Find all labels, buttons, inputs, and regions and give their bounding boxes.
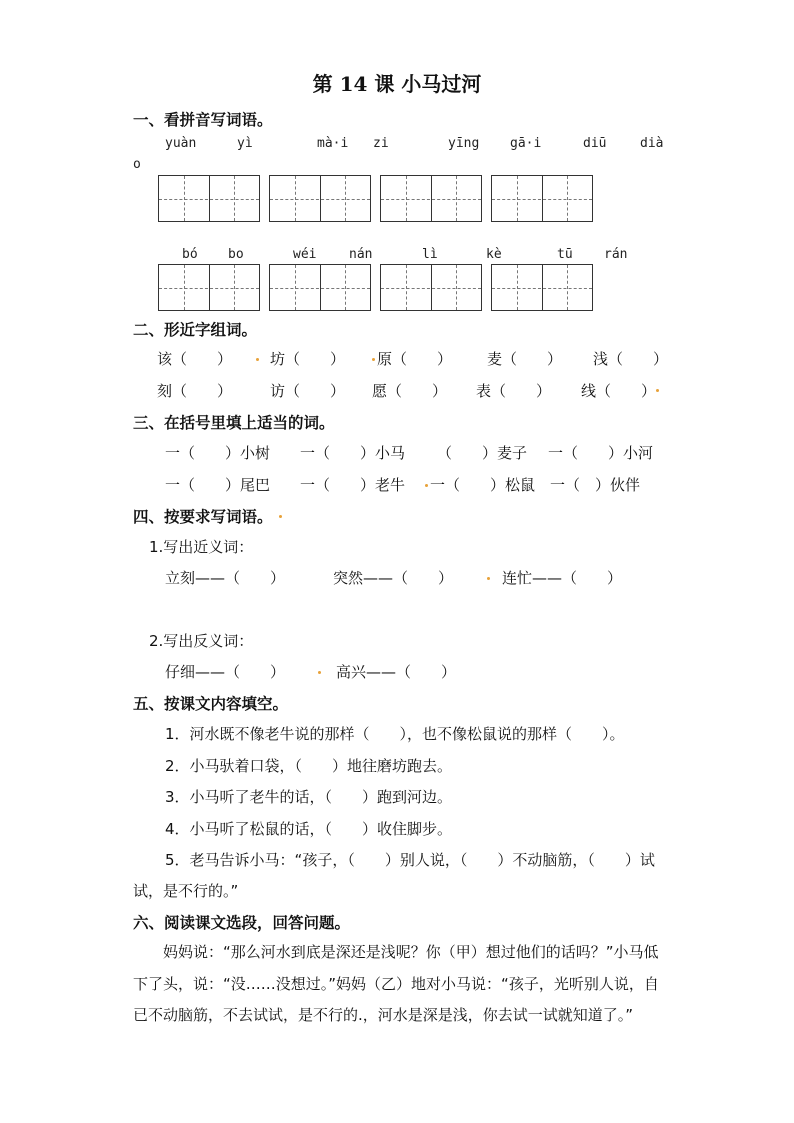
antonym-item: 仔细——（ ） bbox=[165, 663, 286, 681]
pinyin-3: mà·i bbox=[317, 136, 349, 151]
decorative-dot bbox=[425, 484, 428, 487]
section-1-heading: 一、看拼音写词语。 bbox=[133, 111, 273, 129]
pinyin-6: gā·i bbox=[510, 136, 542, 151]
similar-char-item: 刻（ ） bbox=[157, 382, 233, 400]
fill-word-item: 一（ ）小马 bbox=[300, 444, 406, 462]
pinyin-15: tū bbox=[557, 247, 573, 262]
text-fill-item: 3．小马听了老牛的话，（ ）跑到河边。 bbox=[165, 788, 453, 806]
pinyin-11: wéi bbox=[293, 247, 317, 262]
similar-char-item: 表（ ） bbox=[476, 382, 552, 400]
decorative-dot bbox=[279, 515, 282, 518]
pinyin-12: nán bbox=[349, 247, 373, 262]
fill-word-item: 一（ ）老牛 bbox=[300, 476, 406, 494]
text-fill-item: 5．老马告诉小马：“孩子，（ ）别人说，（ ）不动脑筋，（ ）试 bbox=[165, 851, 655, 869]
synonym-item: 突然——（ ） bbox=[333, 569, 454, 587]
similar-char-item: 浅（ ） bbox=[593, 350, 669, 368]
pinyin-2: yì bbox=[237, 136, 253, 151]
pinyin-4: zi bbox=[373, 136, 389, 151]
decorative-dot bbox=[487, 577, 490, 580]
similar-char-item: 线（ ） bbox=[581, 382, 657, 400]
synonym-item: 连忙——（ ） bbox=[502, 569, 623, 587]
fill-word-item: （ ）麦子 bbox=[437, 444, 528, 462]
similar-char-item: 原（ ） bbox=[377, 350, 453, 368]
fill-word-item: 一（ ）尾巴 bbox=[165, 476, 271, 494]
pinyin-8: dià bbox=[640, 136, 664, 151]
writing-grid[interactable] bbox=[269, 264, 371, 311]
section-2-heading: 二、形近字组词。 bbox=[133, 321, 258, 339]
pinyin-5: yīng bbox=[448, 136, 480, 151]
pinyin-wrap: o bbox=[133, 157, 141, 172]
text-fill-item: 1．河水既不像老牛说的那样（ ），也不像松鼠说的那样（ ）。 bbox=[165, 725, 625, 743]
decorative-dot bbox=[256, 358, 259, 361]
similar-char-item: 愿（ ） bbox=[372, 382, 448, 400]
similar-char-item: 该（ ） bbox=[157, 350, 233, 368]
section-4-heading: 四、按要求写词语。 bbox=[133, 508, 273, 526]
writing-grid[interactable] bbox=[269, 175, 371, 222]
pinyin-13: lì bbox=[422, 247, 438, 262]
pinyin-1: yuàn bbox=[165, 136, 197, 151]
similar-char-item: 麦（ ） bbox=[487, 350, 563, 368]
writing-grid[interactable] bbox=[380, 264, 482, 311]
writing-grid[interactable] bbox=[491, 264, 593, 311]
section-5-heading: 五、按课文内容填空。 bbox=[133, 695, 289, 713]
page-title: 第 14 课 小马过河 bbox=[312, 72, 482, 96]
writing-grid[interactable] bbox=[380, 175, 482, 222]
fill-word-item: 一（ ）松鼠 bbox=[430, 476, 536, 494]
decorative-dot bbox=[656, 389, 659, 392]
pinyin-10: bo bbox=[228, 247, 244, 262]
text-fill-item: 2．小马驮着口袋，（ ）地往磨坊跑去。 bbox=[165, 757, 453, 775]
similar-char-item: 坊（ ） bbox=[270, 350, 346, 368]
fill-word-item: 一（ ）小河 bbox=[548, 444, 654, 462]
fill-word-item: 一（ ）小树 bbox=[165, 444, 271, 462]
text-fill-item: 4．小马听了松鼠的话，（ ）收住脚步。 bbox=[165, 820, 453, 838]
writing-grid[interactable] bbox=[491, 175, 593, 222]
section-6-heading: 六、阅读课文选段，回答问题。 bbox=[133, 914, 351, 932]
writing-grid[interactable] bbox=[158, 175, 260, 222]
decorative-dot bbox=[318, 671, 321, 674]
text-fill-item-continuation: 试，是不行的。” bbox=[133, 882, 239, 900]
writing-grid[interactable] bbox=[158, 264, 260, 311]
similar-char-item: 访（ ） bbox=[270, 382, 346, 400]
section-3-heading: 三、在括号里填上适当的词。 bbox=[133, 414, 335, 432]
synonym-item: 立刻——（ ） bbox=[165, 569, 286, 587]
decorative-dot bbox=[372, 358, 375, 361]
synonym-subheading: 1.写出近义词： bbox=[149, 538, 254, 556]
pinyin-9: bó bbox=[182, 247, 198, 262]
reading-passage: 妈妈说：“那么河水到底是深还是浅呢？你（甲）想过他们的话吗？”小马低下了头，说：“没……没想过。”妈妈（乙）地对小马说：“孩子，光听别人说，自已不动脑筋，不去试试，是不行的.，河水是深是浅，你去试一试就知道了。” bbox=[133, 943, 659, 1024]
pinyin-16: rán bbox=[604, 247, 628, 262]
antonym-item: 高兴——（ ） bbox=[336, 663, 457, 681]
antonym-subheading: 2.写出反义词： bbox=[149, 632, 254, 650]
fill-word-item: 一（ ）伙伴 bbox=[550, 476, 641, 494]
pinyin-14: kè bbox=[486, 247, 502, 262]
pinyin-7: diū bbox=[583, 136, 607, 151]
